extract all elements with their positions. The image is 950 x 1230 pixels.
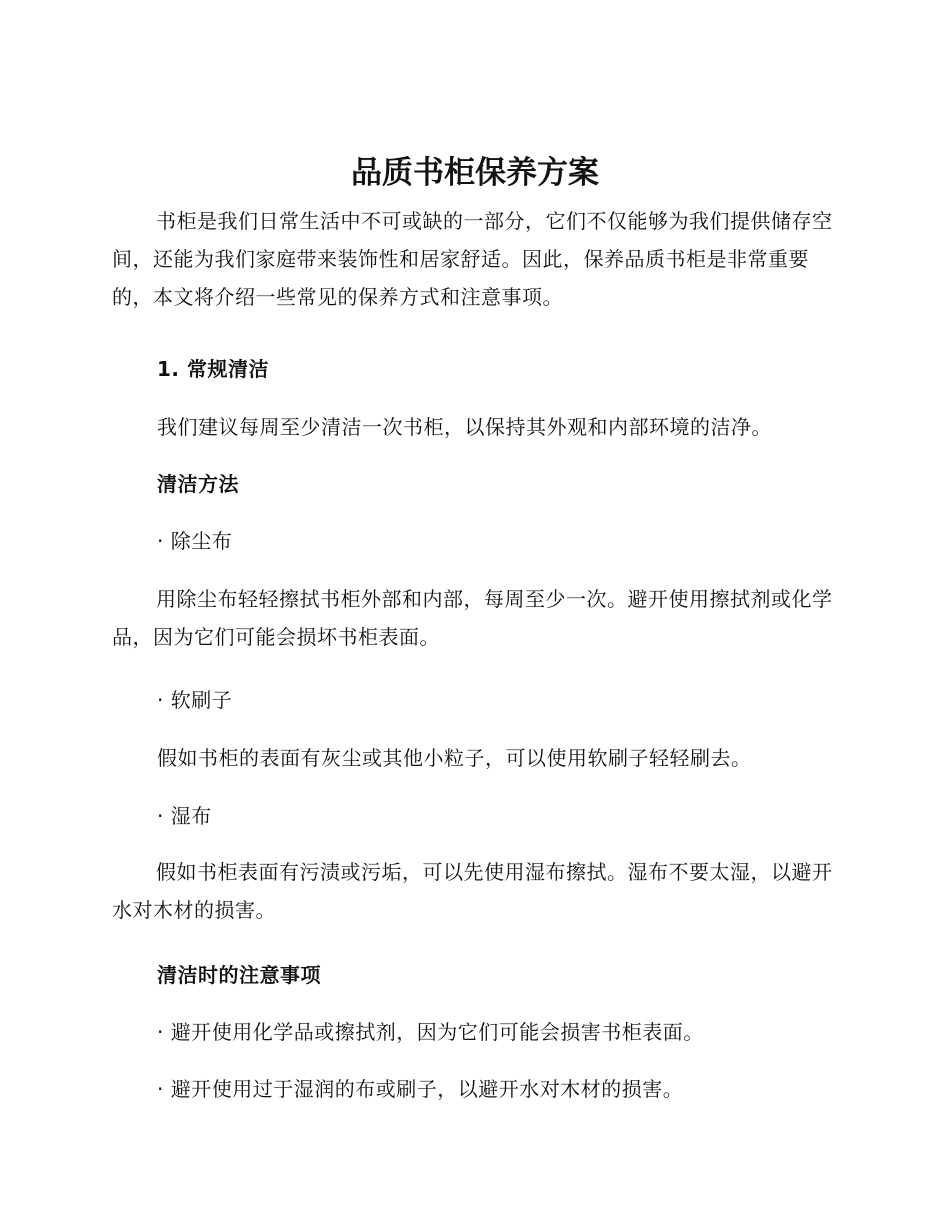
note-item-avoid-chemicals: · 避开使用化学品或擦拭剂，因为它们可能会损害书柜表面。 — [157, 1020, 704, 1044]
document-title: 品质书柜保养方案 — [351, 155, 599, 191]
method-item-duster: · 除尘布 — [157, 529, 233, 553]
subheading-cleaning-notes: 清洁时的注意事项 — [157, 963, 321, 987]
note-item-avoid-wet-cloth: · 避开使用过于湿润的布或刷子，以避开水对木材的损害。 — [157, 1077, 684, 1101]
section-heading-routine-cleaning: 1. 常规清洁 — [157, 357, 269, 381]
intro-paragraph: 书柜是我们日常生活中不可或缺的一部分，它们不仅能够为我们提供储存空间，还能为我们家庭带来装饰性和居家舒适。因此，保养品质书柜是非常重要的，本文将介绍一些常见的保养方式和注意事项。 — [112, 209, 833, 309]
section-paragraph-routine-cleaning: 我们建议每周至少清洁一次书柜，以保持其外观和内部环境的洁净。 — [157, 415, 772, 439]
method-item-soft-brush: · 软刷子 — [157, 688, 233, 712]
method-paragraph-duster: 用除尘布轻轻擦拭书柜外部和内部，每周至少一次。避开使用擦拭剂或化学品，因为它们可能会损坏书柜表面。 — [112, 587, 833, 649]
method-item-damp-cloth: · 湿布 — [157, 804, 212, 828]
subheading-cleaning-methods: 清洁方法 — [157, 472, 239, 496]
method-paragraph-soft-brush: 假如书柜的表面有灰尘或其他小粒子，可以使用软刷子轻轻刷去。 — [157, 746, 752, 770]
method-paragraph-damp-cloth: 假如书柜表面有污渍或污垢，可以先使用湿布擦拭。湿布不要太湿，以避开水对木材的损害。 — [112, 860, 833, 922]
